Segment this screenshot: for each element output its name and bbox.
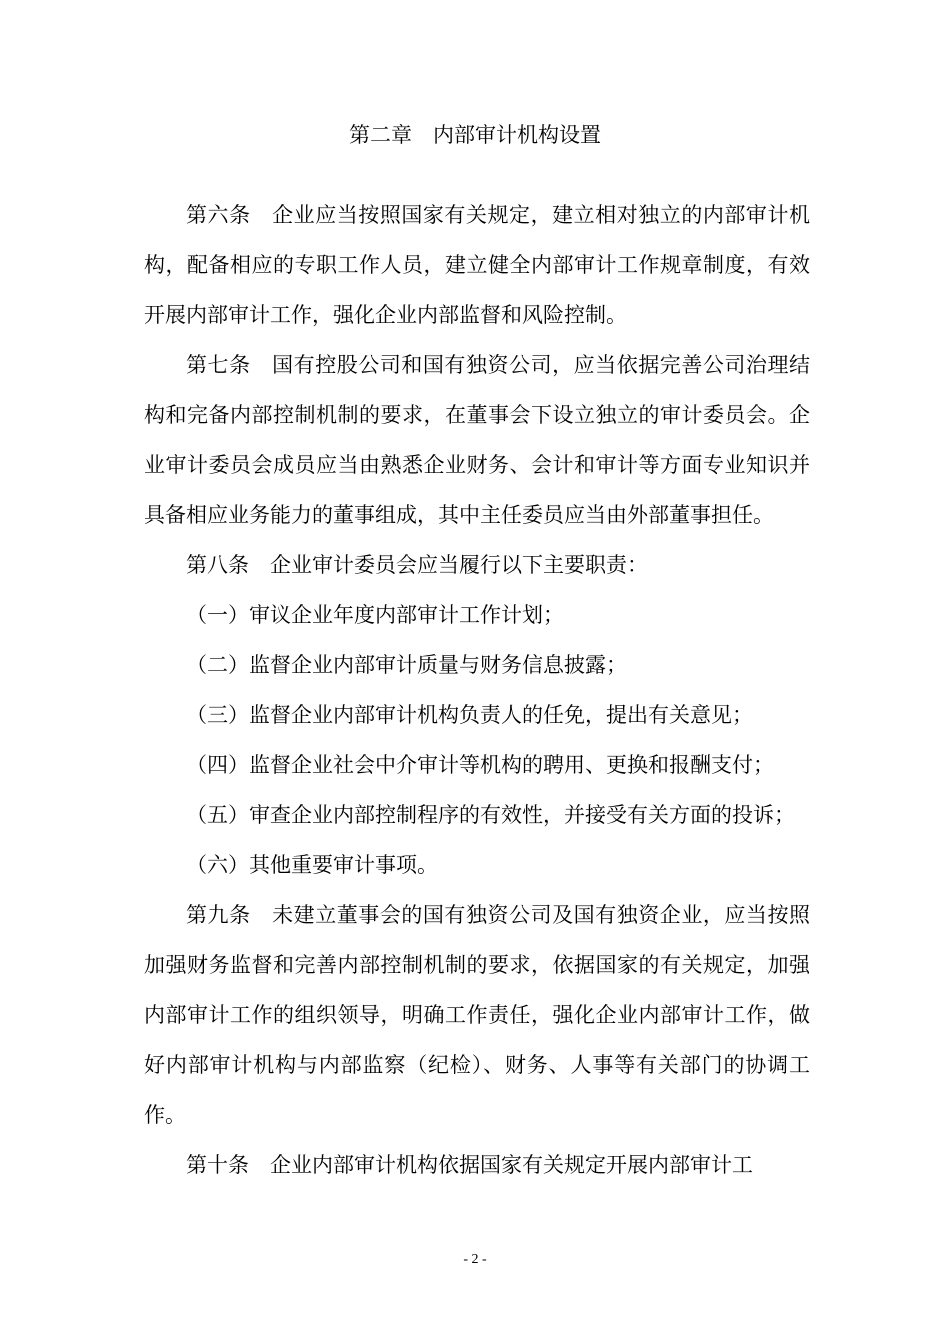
- duty-item-2: （二）监督企业内部审计质量与财务信息披露；: [186, 653, 627, 677]
- page-number: - 2 -: [463, 1252, 487, 1267]
- article-6: 第六条 企业应当按照国家有关规定，建立相对独立的内部审计机构，配备相应的专职工作人员，建立健全内部审计工作规章制度，有效开展内部审计工作，强化企业内部监督和风险控制。: [144, 203, 810, 327]
- duty-item-6: （六）其他重要审计事项。: [186, 853, 438, 877]
- chapter-title: 第二章 内部审计机构设置: [349, 123, 601, 147]
- duty-item-3: （三）监督企业内部审计机构负责人的任免，提出有关意见；: [186, 703, 753, 727]
- article-9: 第九条 未建立董事会的国有独资公司及国有独资企业，应当按照加强财务监督和完善内部控制机制的要求，依据国家的有关规定，加强内部审计工作的组织领导，明确工作责任，强化企业内部审计工作，做好内部审计机构与内部监察（纪检）、财务、人事等有关部门的协调工作。: [144, 903, 810, 1127]
- duty-item-5: （五）审查企业内部控制程序的有效性，并接受有关方面的投诉；: [186, 803, 795, 827]
- duty-item-4: （四）监督企业社会中介审计等机构的聘用、更换和报酬支付；: [186, 753, 774, 777]
- article-7: 第七条 国有控股公司和国有独资公司，应当依据完善公司治理结构和完备内部控制机制的要求，在董事会下设立独立的审计委员会。企业审计委员会成员应当由熟悉企业财务、会计和审计等方面专业知识并具备相应业务能力的董事组成，其中主任委员应当由外部董事担任。: [144, 353, 810, 527]
- document-body: [144, 190, 810, 1190]
- article-8: 第八条 企业审计委员会应当履行以下主要职责：: [186, 553, 648, 577]
- duty-item-1: （一）审议企业年度内部审计工作计划；: [186, 603, 564, 627]
- article-10: 第十条 企业内部审计机构依据国家有关规定开展内部审计工: [186, 1153, 753, 1177]
